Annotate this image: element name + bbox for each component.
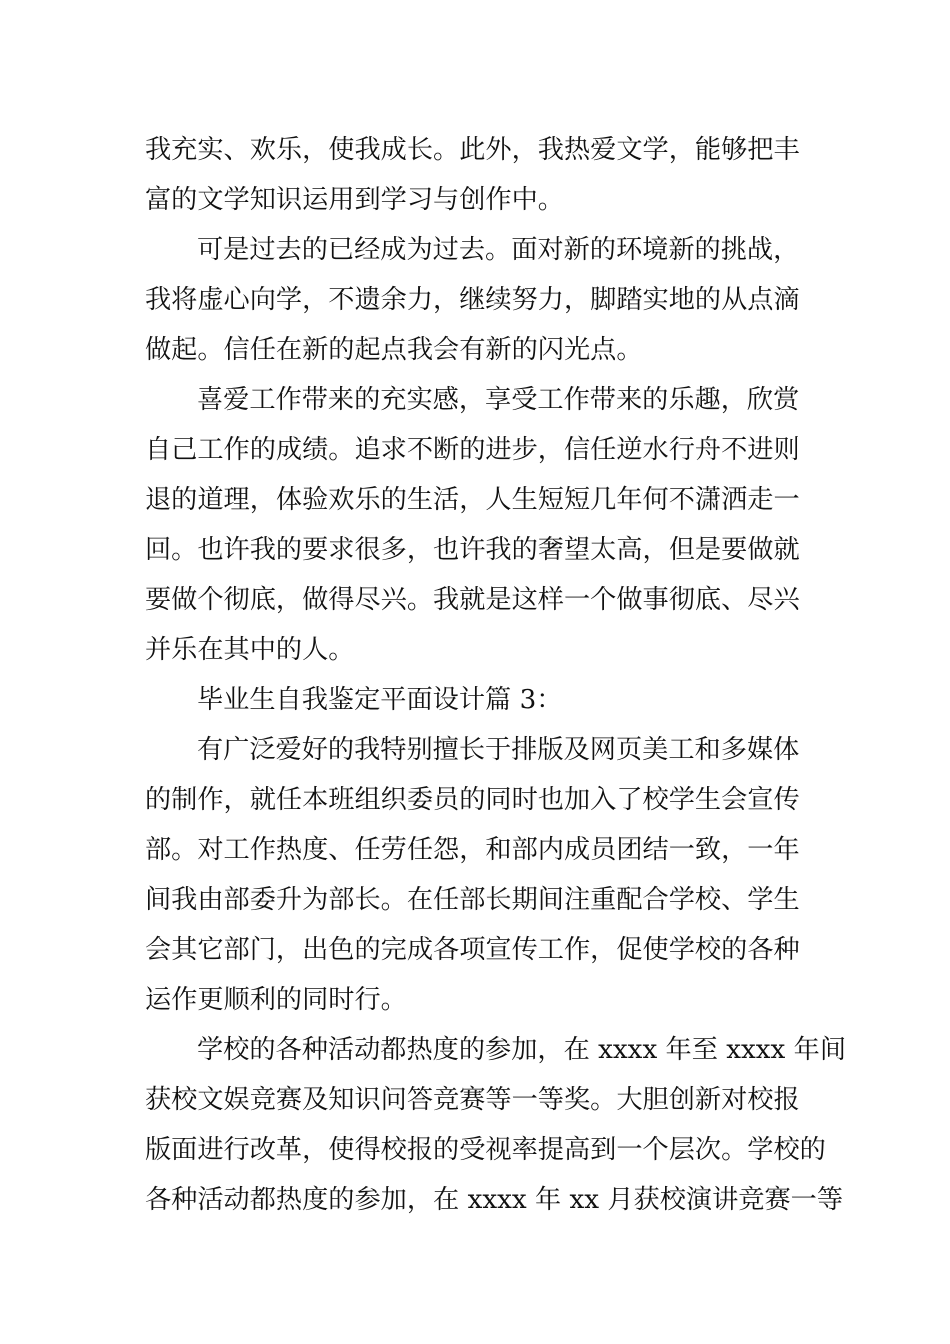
text-line: 间我由部委升为部长。在任部长期间注重配合学校、学生 xyxy=(145,885,800,915)
section-heading: 毕业生自我鉴定平面设计篇 3： xyxy=(197,685,563,715)
text-line: 要做个彻底，做得尽兴。我就是这样一个做事彻底、尽兴 xyxy=(145,585,800,615)
text-line: 我将虚心向学，不遗余力，继续努力，脚踏实地的从点滴 xyxy=(145,285,800,315)
text-line: 版面进行改革，使得校报的受视率提高到一个层次。学校的 xyxy=(145,1135,826,1165)
paragraph-start-line: 可是过去的已经成为过去。面对新的环境新的挑战， xyxy=(197,235,800,265)
paragraph-start-line: 学校的各种活动都热度的参加，在 xxxx 年至 xxxx 年间 xyxy=(197,1035,847,1065)
text-line: 我充实、欢乐，使我成长。此外，我热爱文学，能够把丰 xyxy=(145,135,800,165)
text-line: 会其它部门，出色的完成各项宣传工作，促使学校的各种 xyxy=(145,935,800,965)
text-line: 运作更顺利的同时行。 xyxy=(145,985,407,1015)
text-line: 自己工作的成绩。追求不断的进步，信任逆水行舟不进则 xyxy=(145,435,800,465)
text-line: 富的文学知识运用到学习与创作中。 xyxy=(145,185,564,215)
text-line: 各种活动都热度的参加，在 xxxx 年 xx 月获校演讲竞赛一等 xyxy=(145,1185,844,1215)
text-line: 回。也许我的要求很多，也许我的奢望太高，但是要做就 xyxy=(145,535,800,565)
text-line: 退的道理，体验欢乐的生活，人生短短几年何不潇洒走一 xyxy=(145,485,800,515)
text-line: 部。对工作热度、任劳任怨，和部内成员团结一致，一年 xyxy=(145,835,800,865)
text-line: 的制作，就任本班组织委员的同时也加入了校学生会宣传 xyxy=(145,785,800,815)
text-line: 并乐在其中的人。 xyxy=(145,635,355,665)
document-body xyxy=(145,125,847,1225)
text-line: 获校文娱竞赛及知识问答竞赛等一等奖。大胆创新对校报 xyxy=(145,1085,800,1115)
paragraph-start-line: 有广泛爱好的我特别擅长于排版及网页美工和多媒体 xyxy=(197,735,800,765)
text-line: 做起。信任在新的起点我会有新的闪光点。 xyxy=(145,335,643,365)
paragraph-start-line: 喜爱工作带来的充实感，享受工作带来的乐趣，欣赏 xyxy=(197,385,800,415)
